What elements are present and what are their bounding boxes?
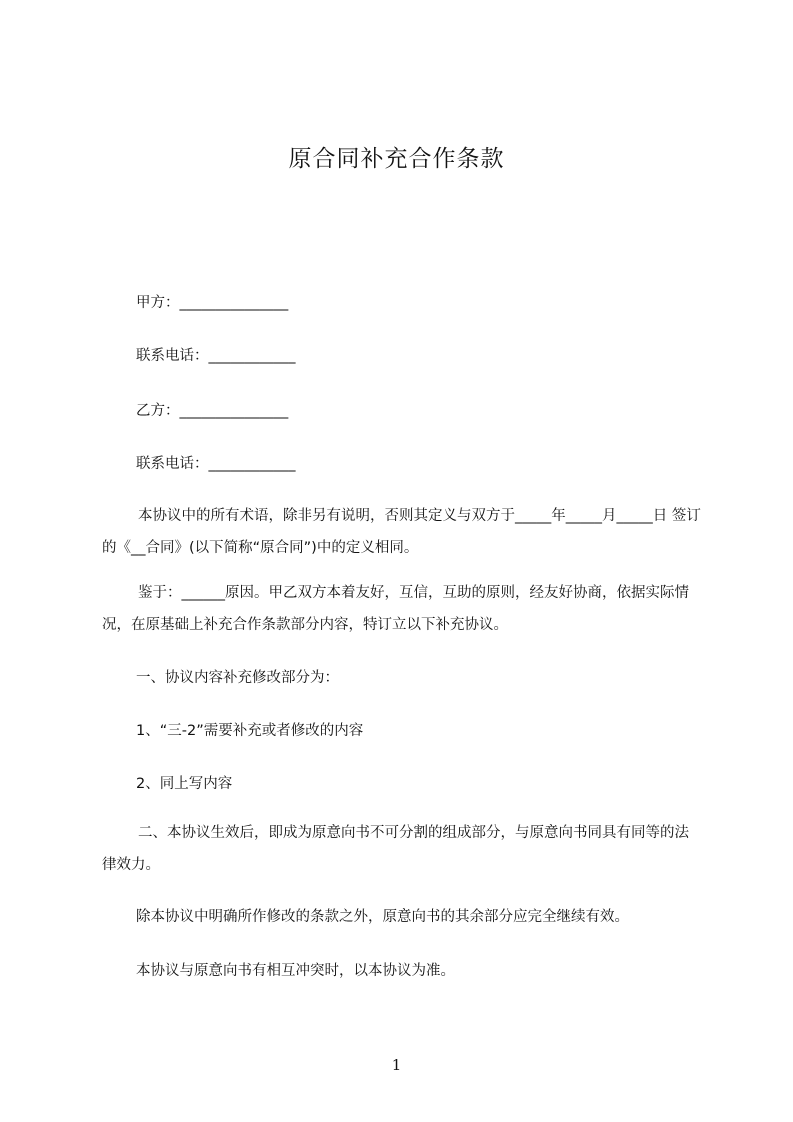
section-two-paragraph: 二、本协议生效后，即成为原意向书不可分割的组成部分，与原意向书同具有同等的法律效力。 (102, 825, 689, 873)
party-b-phone-field: 联系电话：____________ (136, 456, 296, 472)
item-one: 1、“三-2”需要补充或者修改的内容 (136, 723, 364, 739)
page-number: 1 (391, 1056, 402, 1074)
document-title: 原合同补充合作条款 (288, 146, 505, 172)
item-two: 2、同上写内容 (136, 776, 233, 792)
conflict-clause: 本协议与原意向书有相互冲突时，以本协议为准。 (136, 963, 455, 979)
remaining-clause: 除本协议中明确所作修改的条款之外，原意向书的其余部分应完全继续有效。 (136, 909, 629, 925)
section-one-heading: 一、协议内容补充修改部分为： (136, 670, 339, 686)
party-a-field: 甲方：_______________ (136, 295, 289, 311)
party-a-phone-field: 联系电话：____________ (136, 348, 296, 364)
terms-paragraph: 本协议中的所有术语，除非另有说明，否则其定义与双方于_____年_____月_____日 签订的《__合同》(以下简称“原合同”)中的定义相同。 (102, 508, 701, 556)
whereas-paragraph: 鉴于：______原因。甲乙双方本着友好，互信，互助的原则，经友好协商，依据实际情况，在原基础上补充合作条款部分内容，特订立以下补充协议。 (102, 585, 689, 633)
party-b-field: 乙方：_______________ (136, 403, 289, 419)
